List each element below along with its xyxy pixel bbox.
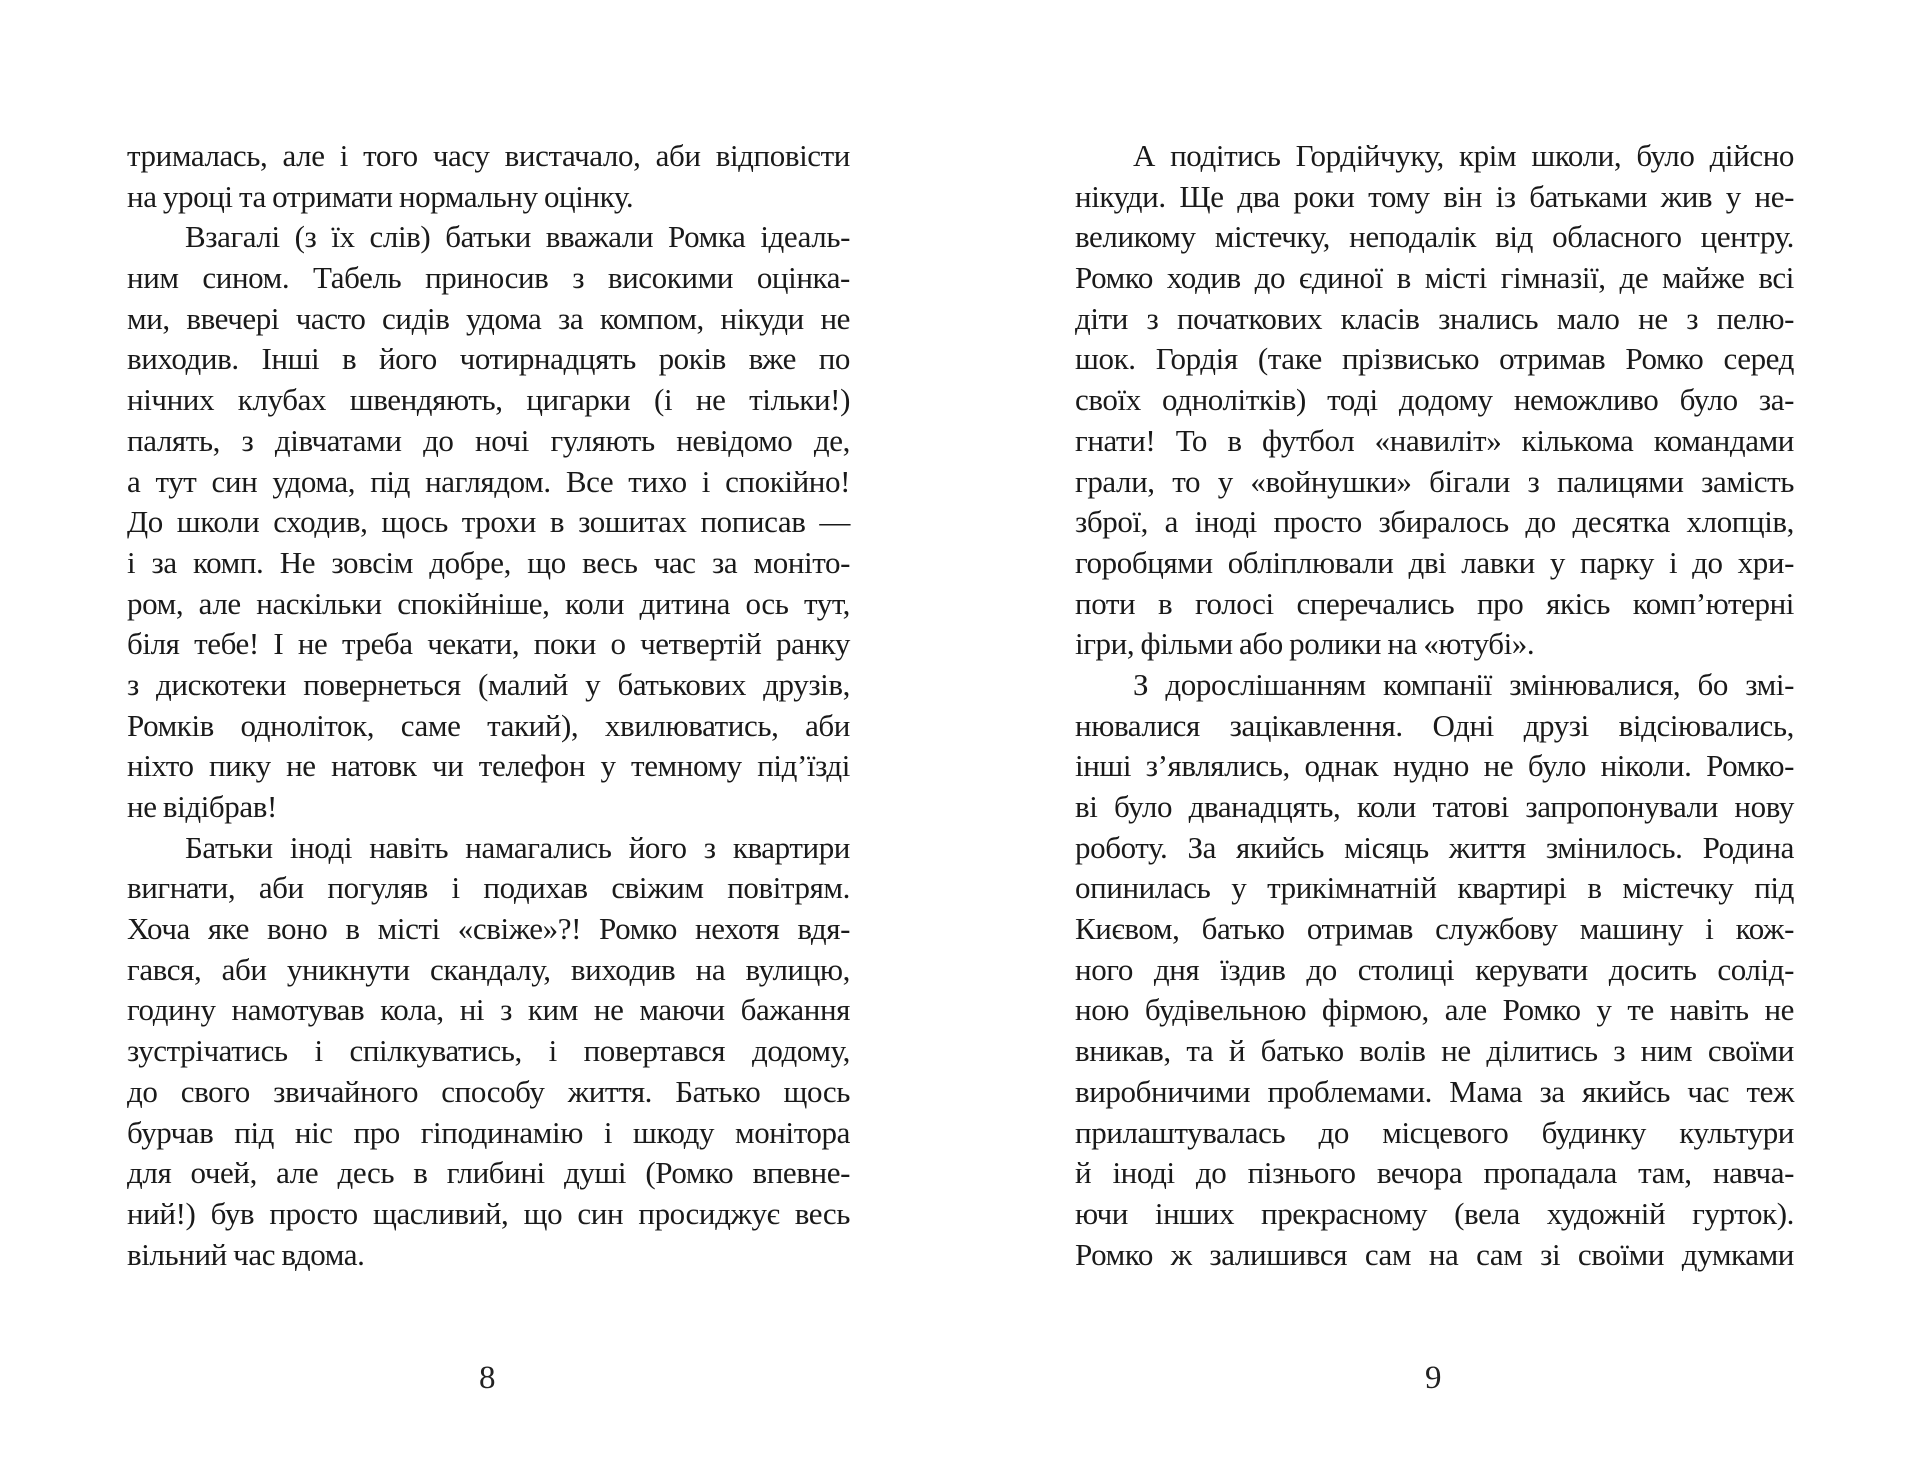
text-line: З дорослішанням компанії змінювалися, бо змі- — [1133, 666, 1794, 702]
text-line: виробничими проблемами. Мама за якийсь час теж — [1075, 1073, 1794, 1109]
text-line: для очей, але десь в глибині душі (Ромко впевне- — [127, 1155, 850, 1191]
text-line: ми, ввечері часто сидів удома за компом, нікуди не — [127, 300, 850, 336]
text-line: зброї, а іноді просто збиралось до десятка хлопців, — [1075, 504, 1794, 540]
text-line: ючи інших прекрасному (вела художній гурток). — [1075, 1195, 1794, 1231]
text-line: трималась, але і того часу вистачало, аби відповісти — [127, 138, 850, 173]
text-line: нікуди. Ще два роки тому він із батьками жив у не- — [1075, 178, 1794, 214]
text-line: ного дня їздив до столиці керувати досить солід- — [1075, 951, 1794, 987]
left-page-text — [127, 136, 850, 1275]
text-line: і за комп. Не зовсім добре, що весь час за моніто- — [127, 544, 850, 580]
text-line: ний!) був просто щасливий, що син просиджує весь — [127, 1195, 850, 1231]
text-line: й іноді до пізнього вечора пропадала там, навча- — [1075, 1155, 1794, 1191]
text-line: Києвом, батько отримав службову машину і кож- — [1075, 911, 1794, 947]
text-line: своїх однолітків) тоді додому неможливо було за- — [1075, 382, 1794, 418]
text-line: ною будівельною фірмою, але Ромко у те навіть не — [1075, 992, 1794, 1028]
text-line: Взагалі (з їх слів) батьки вважали Ромка ідеаль- — [185, 219, 850, 255]
text-line: з дискотеки повернеться (малий у батькових друзів, — [127, 666, 850, 702]
text-line: ніхто пику не натовк чи телефон у темному під’їзді — [127, 748, 850, 784]
text-line: Ромків одноліток, саме такий), хвилюватись, аби — [127, 707, 850, 743]
text-line: нювалися зацікавлення. Одні друзі відсіювались, — [1075, 707, 1794, 743]
text-line: ним сином. Табель приносив з високими оцінка- — [127, 260, 850, 296]
text-line: гався, аби уникнути скандалу, виходив на вулицю, — [127, 951, 850, 987]
text-line: годину намотував кола, ні з ким не маючи бажання — [127, 992, 850, 1028]
text-line: гнати! То в футбол «навиліт» кількома командами — [1075, 422, 1794, 458]
text-line: Хоча яке воно в місті «свіже»?! Ромко нехотя вдя- — [127, 911, 850, 947]
text-line: ром, але наскільки спокійніше, коли дитина ось тут, — [127, 585, 850, 621]
text-line: палять, з дівчатами до ночі гуляють невідомо де, — [127, 422, 850, 458]
text-line: зустрічатись і спілкуватись, і повертався додому, — [127, 1033, 850, 1069]
text-line: Ромко ж залишився сам на сам зі своїми думками — [1075, 1236, 1794, 1272]
text-line: не відібрав! — [127, 789, 277, 824]
text-line: До школи сходив, щось трохи в зошитах пописав — — [127, 504, 850, 540]
text-line: вільний час вдома. — [127, 1236, 365, 1272]
text-line: інші з’являлись, однак нудно не було ніколи. Ромко- — [1075, 748, 1794, 784]
text-line: горобцями обліплювали дві лавки у парку і до хри- — [1075, 544, 1794, 580]
text-line: ві було дванадцять, коли татові запропонували нову — [1075, 789, 1794, 824]
right-page-text — [1075, 136, 1794, 1275]
right-page-number: 9 — [1425, 1360, 1442, 1396]
text-line: роботу. За якийсь місяць життя змінилось. Родина — [1075, 829, 1794, 865]
text-line: діти з початкових класів знались мало не з пелю- — [1075, 300, 1794, 336]
text-line: вигнати, аби погуляв і подихав свіжим повітрям. — [127, 870, 850, 906]
text-line: шок. Гордія (таке прізвисько отримав Ромко серед — [1075, 341, 1794, 377]
text-line: бурчав під ніс про гіподинамію і шкоду монітора — [127, 1114, 850, 1150]
text-line: опинилась у трикімнатній квартирі в містечку під — [1075, 870, 1794, 906]
text-line: біля тебе! І не треба чекати, поки о четвертій ранку — [127, 626, 850, 662]
text-line: до свого звичайного способу життя. Батько щось — [127, 1073, 850, 1109]
text-line: грали, то у «войнушки» бігали з палицями замість — [1075, 463, 1794, 499]
text-line: Батьки іноді навіть намагались його з квартири — [185, 829, 850, 865]
text-line: прилаштувалась до місцевого будинку культури — [1075, 1114, 1794, 1150]
left-page-number: 8 — [479, 1360, 496, 1396]
text-line: виходив. Інші в його чотирнадцять років вже по — [127, 341, 850, 377]
text-line: великому містечку, неподалік від обласного центру. — [1075, 219, 1794, 255]
right-page — [960, 0, 1920, 1477]
text-line: а тут син удома, під наглядом. Все тихо і спокійно! — [127, 463, 850, 499]
text-line: А подітись Гордійчуку, крім школи, було дійсно — [1133, 138, 1794, 173]
text-line: Ромко ходив до єдиної в місті гімназії, де майже всі — [1075, 260, 1794, 296]
text-line: ігри, фільми або ролики на «ютубі». — [1075, 626, 1535, 662]
text-line: поти в голосі сперечались про якісь комп’ютерні — [1075, 585, 1794, 621]
text-line: вникав, та й батько волів не ділитись з ним своїми — [1075, 1033, 1794, 1069]
text-line: нічних клубах швендяють, цигарки (і не тільки!) — [127, 382, 850, 418]
text-line: на уроці та отримати нормальну оцінку. — [127, 178, 634, 214]
